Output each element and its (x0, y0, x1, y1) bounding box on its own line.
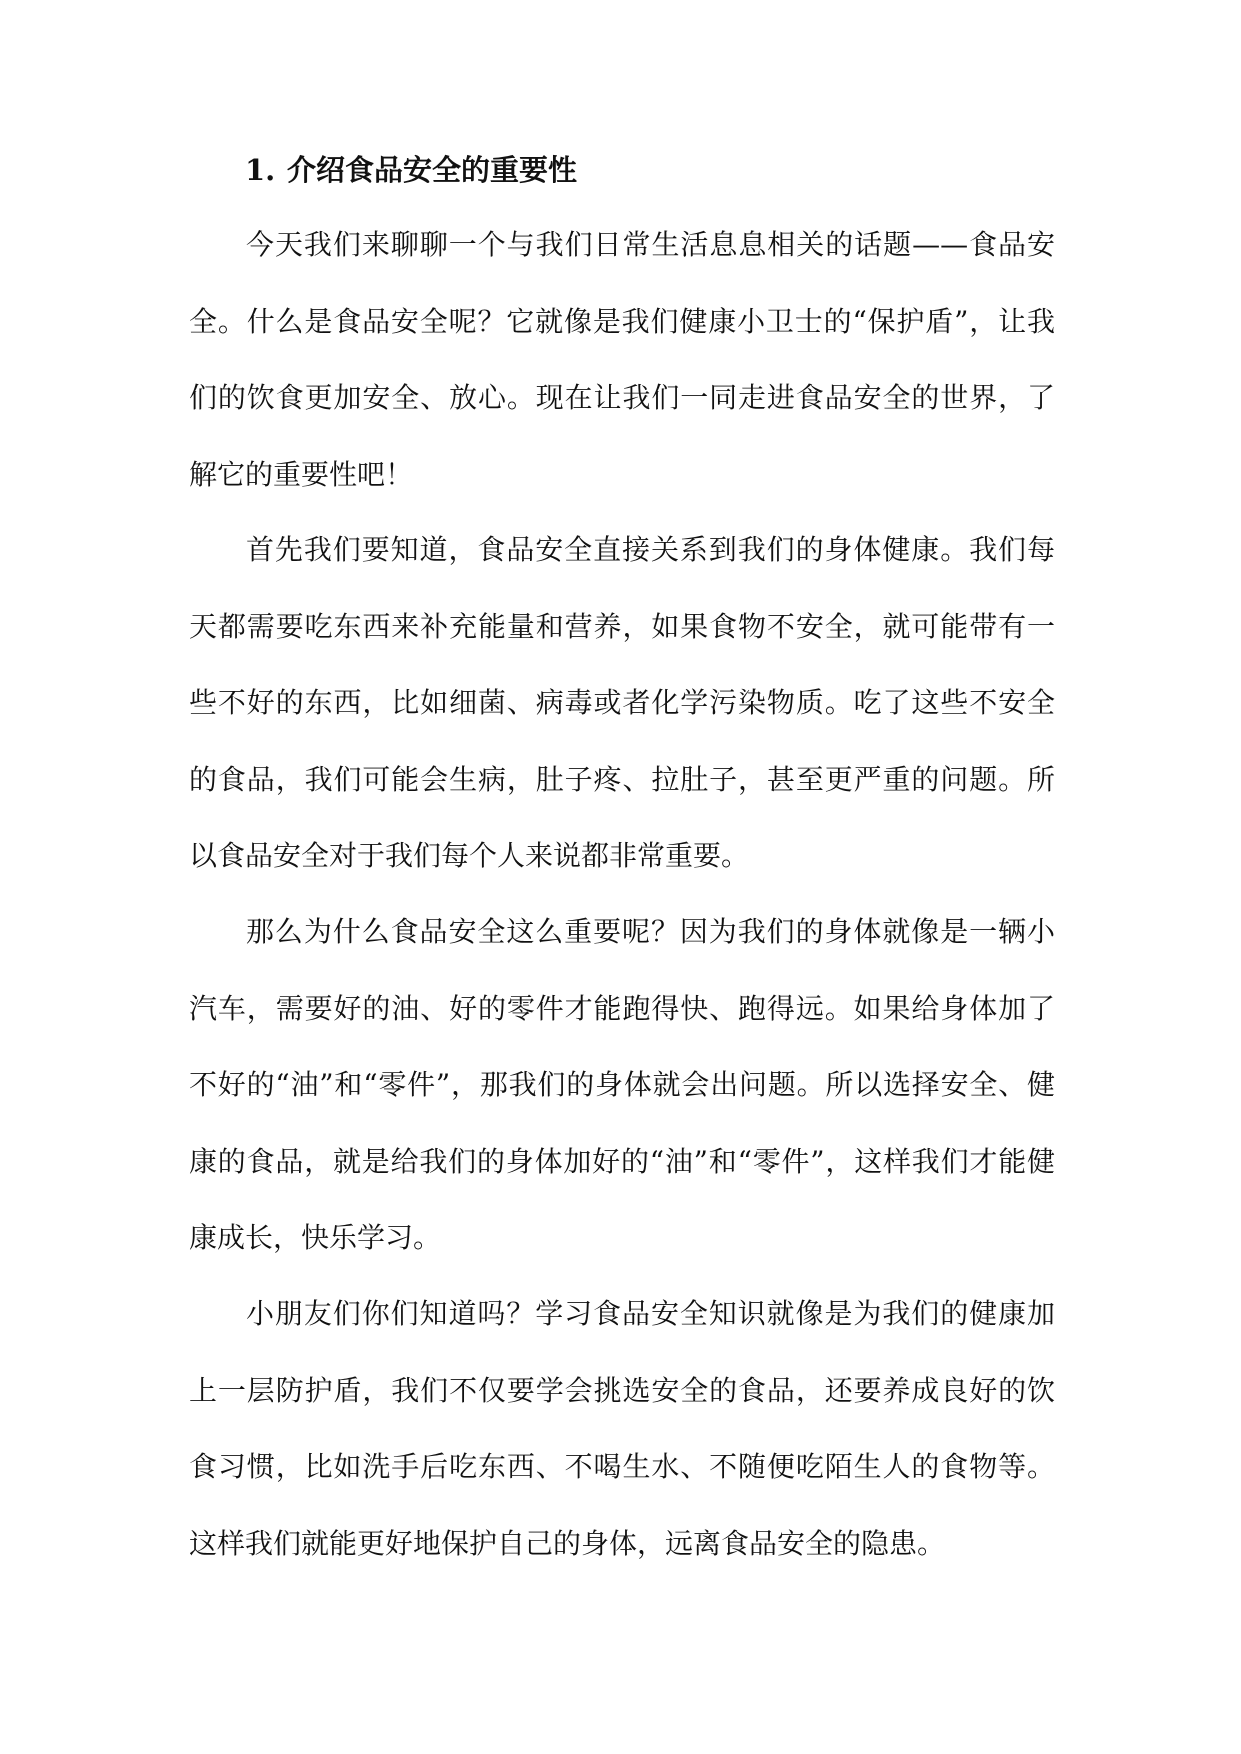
paragraph-intro: 今天我们来聊聊一个与我们日常生活息息相关的话题——食品安全。什么是食品安全呢？它就像是我们健康小卫士的“保护盾”，让我们的饮食更加安全、放心。现在让我们一同走进食品安全的世界，了解它的重要性吧！ (189, 228, 1055, 491)
paragraph-analogy: 那么为什么食品安全这么重要呢？因为我们的身体就像是一辆小汽车，需要好的油、好的零件才能跑得快、跑得远。如果给身体加了不好的“油”和“零件”，那我们的身体就会出问题。所以选择安全、健康的食品，就是给我们的身体加好的“油”和“零件”，这样我们才能健康成长，快乐学习。 (189, 915, 1055, 1254)
section-heading (245, 148, 577, 192)
section-title: 介绍食品安全的重要性 (287, 153, 578, 187)
paragraph-habits: 小朋友们你们知道吗？学习食品安全知识就像是为我们的健康加上一层防护盾，我们不仅要学会挑选安全的食品，还要养成良好的饮食习惯，比如洗手后吃东西、不喝生水、不随便吃陌生人的食物等。这样我们就能更好地保护自己的身体，远离食品安全的隐患。 (189, 1297, 1055, 1560)
paragraph-health: 首先我们要知道，食品安全直接关系到我们的身体健康。我们每天都需要吃东西来补充能量和营养，如果食物不安全，就可能带有一些不好的东西，比如细菌、病毒或者化学污染物质。吃了这些不安全的食品，我们可能会生病，肚子疼、拉肚子，甚至更严重的问题。所以食品安全对于我们每个人来说都非常重要。 (189, 533, 1055, 872)
section-number: 1. (245, 153, 276, 187)
